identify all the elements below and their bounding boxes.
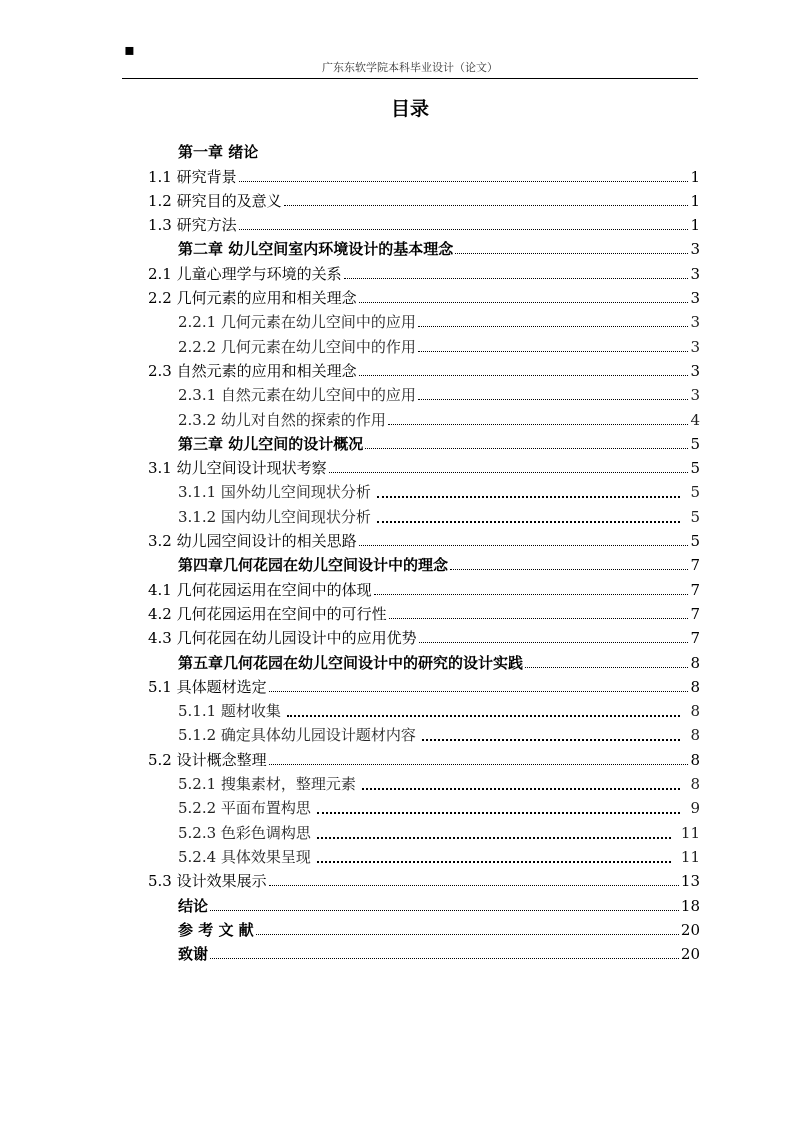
toc-dot-leader — [210, 910, 679, 911]
toc-entry[interactable] — [148, 502, 700, 526]
toc-entry-label: 5.2 设计概念整理 — [148, 750, 267, 769]
toc-dot-leader — [284, 205, 689, 206]
toc-entry-page-number: 5 — [690, 532, 700, 551]
toc-dot-leader — [344, 278, 689, 279]
toc-entry-label: 4.1 几何花园运用在空间中的体现 — [148, 580, 372, 599]
toc-dot-leader — [269, 764, 689, 765]
toc-dot-leader — [418, 399, 689, 400]
toc-dot-leader — [317, 861, 671, 863]
toc-entry[interactable] — [148, 551, 700, 575]
toc-dot-leader — [239, 181, 689, 182]
toc-dot-leader — [377, 521, 681, 523]
toc-entry-label: 5.1 具体题材选定 — [148, 677, 267, 696]
toc-entry-page-number: 3 — [690, 313, 700, 332]
toc-entry[interactable] — [148, 357, 700, 381]
toc-entry-label: 5.1.1 题材收集 — [178, 702, 281, 721]
toc-entry-label: 2.3.2 幼儿对自然的探索的作用 — [178, 410, 386, 429]
toc-entry-label: 致谢 — [178, 945, 209, 964]
toc-dot-leader — [418, 326, 689, 327]
toc-entry[interactable] — [148, 308, 700, 332]
toc-entry[interactable] — [148, 624, 700, 648]
toc-entry-page-number: 3 — [690, 386, 700, 405]
toc-entry-label: 3.1.1 国外幼儿空间现状分析 — [178, 483, 371, 502]
toc-entry[interactable] — [148, 405, 700, 429]
toc-entry-page-number: 20 — [680, 945, 700, 964]
toc-entry-page-number: 8 — [690, 653, 700, 672]
toc-entry-label: 4.2 几何花园运用在空间中的可行性 — [148, 604, 387, 623]
toc-entry-page-number: 5 — [690, 507, 700, 526]
toc-entry-label: 2.2 几何元素的应用和相关理念 — [148, 289, 357, 308]
toc-entry-page-number: 8 — [690, 677, 700, 696]
toc-entry-page-number: 8 — [690, 726, 700, 745]
toc-dot-leader — [359, 375, 689, 376]
toc-entry-page-number: 7 — [690, 556, 700, 575]
toc-entry-page-number: 9 — [690, 799, 700, 818]
toc-entry-label: 5.2.3 色彩色调构思 — [178, 823, 311, 842]
toc-dot-leader — [525, 667, 688, 668]
toc-entry-page-number: 3 — [690, 289, 700, 308]
toc-dot-leader — [329, 472, 689, 473]
toc-entry-label: 参 考 文 献 — [178, 920, 254, 939]
toc-entry[interactable] — [148, 284, 700, 308]
toc-entry-label: 2.1 儿童心理学与环境的关系 — [148, 264, 342, 283]
toc-entry-page-number: 3 — [690, 240, 700, 259]
toc-entry-page-number: 7 — [690, 580, 700, 599]
toc-entry-page-number: 20 — [680, 920, 700, 939]
toc-entry[interactable] — [148, 478, 700, 502]
toc-entry-page-number: 11 — [680, 847, 700, 866]
toc-entry[interactable] — [148, 430, 700, 454]
toc-entry-label: 第一章 绪论 — [178, 143, 259, 162]
toc-entry[interactable] — [148, 940, 700, 964]
toc-entry-label: 2.3 自然元素的应用和相关理念 — [148, 361, 357, 380]
toc-entry[interactable] — [148, 745, 700, 769]
toc-entry-page-number: 8 — [690, 750, 700, 769]
toc-entry-label: 1.3 研究方法 — [148, 216, 237, 235]
toc-entry-page-number: 3 — [690, 337, 700, 356]
toc-entry-label: 3.1.2 国内幼儿空间现状分析 — [178, 507, 371, 526]
toc-entry-page-number: 8 — [690, 775, 700, 794]
toc-entry-page-number: 3 — [690, 264, 700, 283]
toc-entry[interactable] — [148, 332, 700, 356]
toc-entry[interactable] — [148, 600, 700, 624]
toc-entry[interactable] — [148, 211, 700, 235]
toc-dot-leader — [359, 302, 689, 303]
toc-entry[interactable] — [148, 843, 700, 867]
toc-dot-leader — [374, 594, 689, 595]
toc-entry[interactable] — [148, 235, 700, 259]
header-bullet-mark: ▪ — [124, 40, 135, 59]
toc-entry-page-number: 13 — [680, 872, 700, 891]
toc-dot-leader — [317, 812, 681, 814]
toc-entry-label: 5.1.2 确定具体幼儿园设计题材内容 — [178, 726, 416, 745]
toc-entry-label: 5.3 设计效果展示 — [148, 872, 267, 891]
toc-entry[interactable] — [148, 575, 700, 599]
toc-entry-page-number: 4 — [690, 410, 700, 429]
toc-entry-page-number: 7 — [690, 604, 700, 623]
toc-entry-page-number: 1 — [690, 167, 700, 186]
toc-entry-page-number: 7 — [690, 629, 700, 648]
toc-entry[interactable] — [148, 794, 700, 818]
toc-entry-label: 第四章几何花园在幼儿空间设计中的理念 — [178, 556, 449, 575]
toc-dot-leader — [359, 545, 689, 546]
toc-entry[interactable] — [148, 259, 700, 283]
toc-entry-page-number: 3 — [690, 361, 700, 380]
toc-entry[interactable] — [148, 697, 700, 721]
toc-dot-leader — [239, 229, 689, 230]
toc-entry-label: 3.1 幼儿空间设计现状考察 — [148, 459, 327, 478]
toc-entry[interactable] — [148, 916, 700, 940]
table-of-contents — [148, 138, 700, 964]
toc-entry[interactable] — [148, 648, 700, 672]
toc-entry[interactable] — [148, 891, 700, 915]
toc-entry-label: 第二章 幼儿空间室内环境设计的基本理念 — [178, 240, 454, 259]
toc-dot-leader — [450, 569, 688, 570]
toc-entry-label: 1.2 研究目的及意义 — [148, 191, 282, 210]
toc-entry-page-number: 1 — [690, 216, 700, 235]
toc-entry[interactable] — [148, 162, 700, 186]
toc-entry[interactable] — [148, 381, 700, 405]
toc-entry-label: 第三章 幼儿空间的设计概况 — [178, 434, 364, 453]
toc-entry-page-number: 5 — [690, 459, 700, 478]
toc-dot-leader — [287, 715, 681, 717]
toc-entry-page-number: 8 — [690, 702, 700, 721]
toc-dot-leader — [455, 253, 688, 254]
toc-entry-label: 4.3 几何花园在幼儿园设计中的应用优势 — [148, 629, 417, 648]
toc-entry-label: 2.2.1 几何元素在幼儿空间中的应用 — [178, 313, 416, 332]
toc-entry[interactable] — [148, 454, 700, 478]
toc-entry[interactable] — [148, 818, 700, 842]
toc-entry[interactable] — [148, 721, 700, 745]
toc-entry-label: 3.2 幼儿园空间设计的相关思路 — [148, 532, 357, 551]
toc-entry-label: 5.2.1 搜集素材，整理元素 — [178, 775, 356, 794]
toc-entry[interactable] — [148, 673, 700, 697]
toc-entry-label: 2.3.1 自然元素在幼儿空间中的应用 — [178, 386, 416, 405]
toc-dot-leader — [389, 618, 689, 619]
toc-dot-leader — [269, 691, 689, 692]
toc-dot-leader — [269, 885, 679, 886]
toc-entry-label: 2.2.2 几何元素在幼儿空间中的作用 — [178, 337, 416, 356]
toc-dot-leader — [388, 424, 689, 425]
toc-dot-leader — [377, 496, 681, 498]
toc-dot-leader — [422, 739, 681, 741]
toc-entry-page-number: 5 — [690, 434, 700, 453]
toc-dot-leader — [210, 958, 679, 959]
toc-entry-label: 5.2.2 平面布置构思 — [178, 799, 311, 818]
toc-title: 目录 — [390, 98, 429, 120]
toc-dot-leader — [418, 351, 689, 352]
toc-entry[interactable] — [148, 527, 700, 551]
toc-entry-label: 5.2.4 具体效果呈现 — [178, 847, 311, 866]
toc-dot-leader — [365, 448, 688, 449]
toc-entry-label: 第五章几何花园在幼儿空间设计中的研究的设计实践 — [178, 653, 524, 672]
toc-dot-leader — [419, 642, 689, 643]
toc-entry-label: 1.1 研究背景 — [148, 167, 237, 186]
toc-entry[interactable] — [148, 867, 700, 891]
toc-dot-leader — [362, 788, 681, 790]
running-header: 广东东软学院本科毕业设计（论文） — [122, 58, 698, 79]
toc-dot-leader — [256, 934, 679, 935]
toc-entry-page-number: 5 — [690, 483, 700, 502]
toc-entry-page-number: 18 — [680, 896, 700, 915]
toc-dot-leader — [317, 837, 671, 839]
toc-entry-label: 结论 — [178, 896, 209, 915]
toc-entry-page-number: 11 — [680, 823, 700, 842]
toc-entry[interactable] — [148, 138, 700, 162]
toc-entry[interactable] — [148, 770, 700, 794]
toc-entry-page-number: 1 — [690, 191, 700, 210]
toc-entry[interactable] — [148, 187, 700, 211]
